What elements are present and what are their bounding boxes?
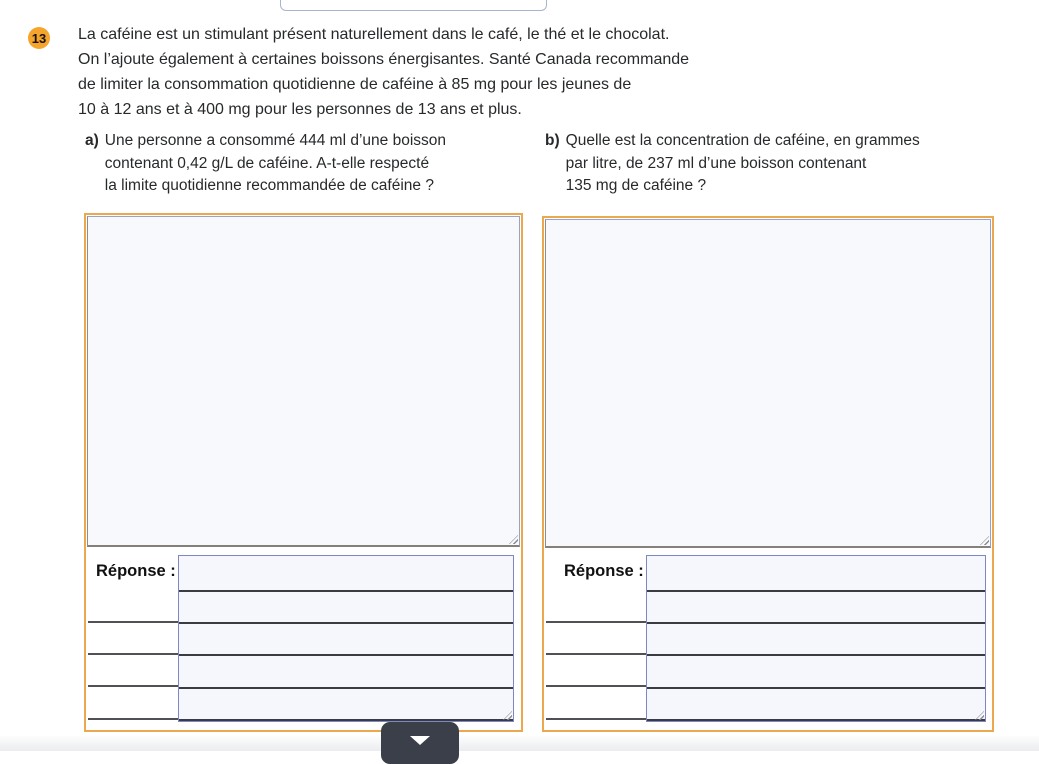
ruled-line (179, 622, 513, 624)
question-a-body (105, 130, 446, 198)
answer-label-b: Réponse : (564, 562, 644, 580)
ruled-line (88, 621, 178, 623)
question-a-line: contenant 0,42 g/L de caféine. A-t-elle respecté (104, 154, 430, 172)
ruled-line (647, 622, 985, 624)
answer-textarea-b[interactable] (646, 555, 986, 722)
question-b-text (545, 130, 1005, 198)
ruled-line (179, 590, 513, 592)
question-a-label: a) (85, 132, 99, 149)
intro-line: La caféine est un stimulant présent naturellement dans le café, le thé et le chocolat. (78, 26, 670, 43)
scroll-down-button[interactable] (381, 722, 459, 764)
ruled-line (179, 654, 513, 656)
down-triangle-icon (410, 736, 430, 745)
previous-answer-input[interactable] (280, 0, 547, 11)
question-a-line: la limite quotidienne recommandée de caféine ? (104, 177, 434, 194)
bottom-fade (0, 736, 1039, 751)
question-b-body (566, 130, 920, 198)
ruled-line (546, 621, 646, 623)
ruled-line (88, 718, 178, 720)
question-a-line: Une personne a consommé 444 ml d’une boisson (104, 132, 447, 149)
ruled-line (546, 685, 646, 687)
question-b-line: 135 mg de caféine ? (565, 177, 707, 194)
intro-line: On l’ajoute également à certaines boissons énergisantes. Santé Canada recommande (78, 51, 690, 68)
question-number: 13 (31, 30, 47, 46)
question-b-line: par litre, de 237 ml d’une boisson contenant (565, 154, 867, 172)
ruled-line (647, 687, 985, 689)
question-number-badge (28, 27, 50, 49)
work-area-b-textarea[interactable] (545, 219, 991, 548)
answer-label-a: Réponse : (96, 562, 176, 580)
work-area-a-textarea[interactable] (87, 216, 520, 547)
ruled-line (179, 687, 513, 689)
question-b-label: b) (545, 132, 560, 149)
ruled-line (88, 685, 178, 687)
resize-handle-icon[interactable] (503, 711, 512, 720)
ruled-line (647, 654, 985, 656)
intro-line: 10 à 12 ans et à 400 mg pour les personnes de 13 ans et plus. (78, 101, 522, 118)
question-b-line: Quelle est la concentration de caféine, en grammes (565, 132, 920, 149)
resize-handle-icon[interactable] (980, 536, 989, 545)
question-intro (78, 22, 778, 122)
ruled-line (647, 590, 985, 592)
ruled-line (88, 653, 178, 655)
answer-textarea-a[interactable] (178, 555, 514, 722)
ruled-line (546, 653, 646, 655)
work-box-b (542, 216, 994, 732)
question-a-text (85, 130, 535, 198)
resize-handle-icon[interactable] (509, 535, 518, 544)
ruled-line (647, 719, 985, 721)
ruled-line (179, 719, 513, 721)
ruled-line (546, 718, 646, 720)
work-box-a (84, 213, 523, 732)
intro-line: de limiter la consommation quotidienne de caféine à 85 mg pour les jeunes de (78, 76, 632, 93)
resize-handle-icon[interactable] (975, 711, 984, 720)
